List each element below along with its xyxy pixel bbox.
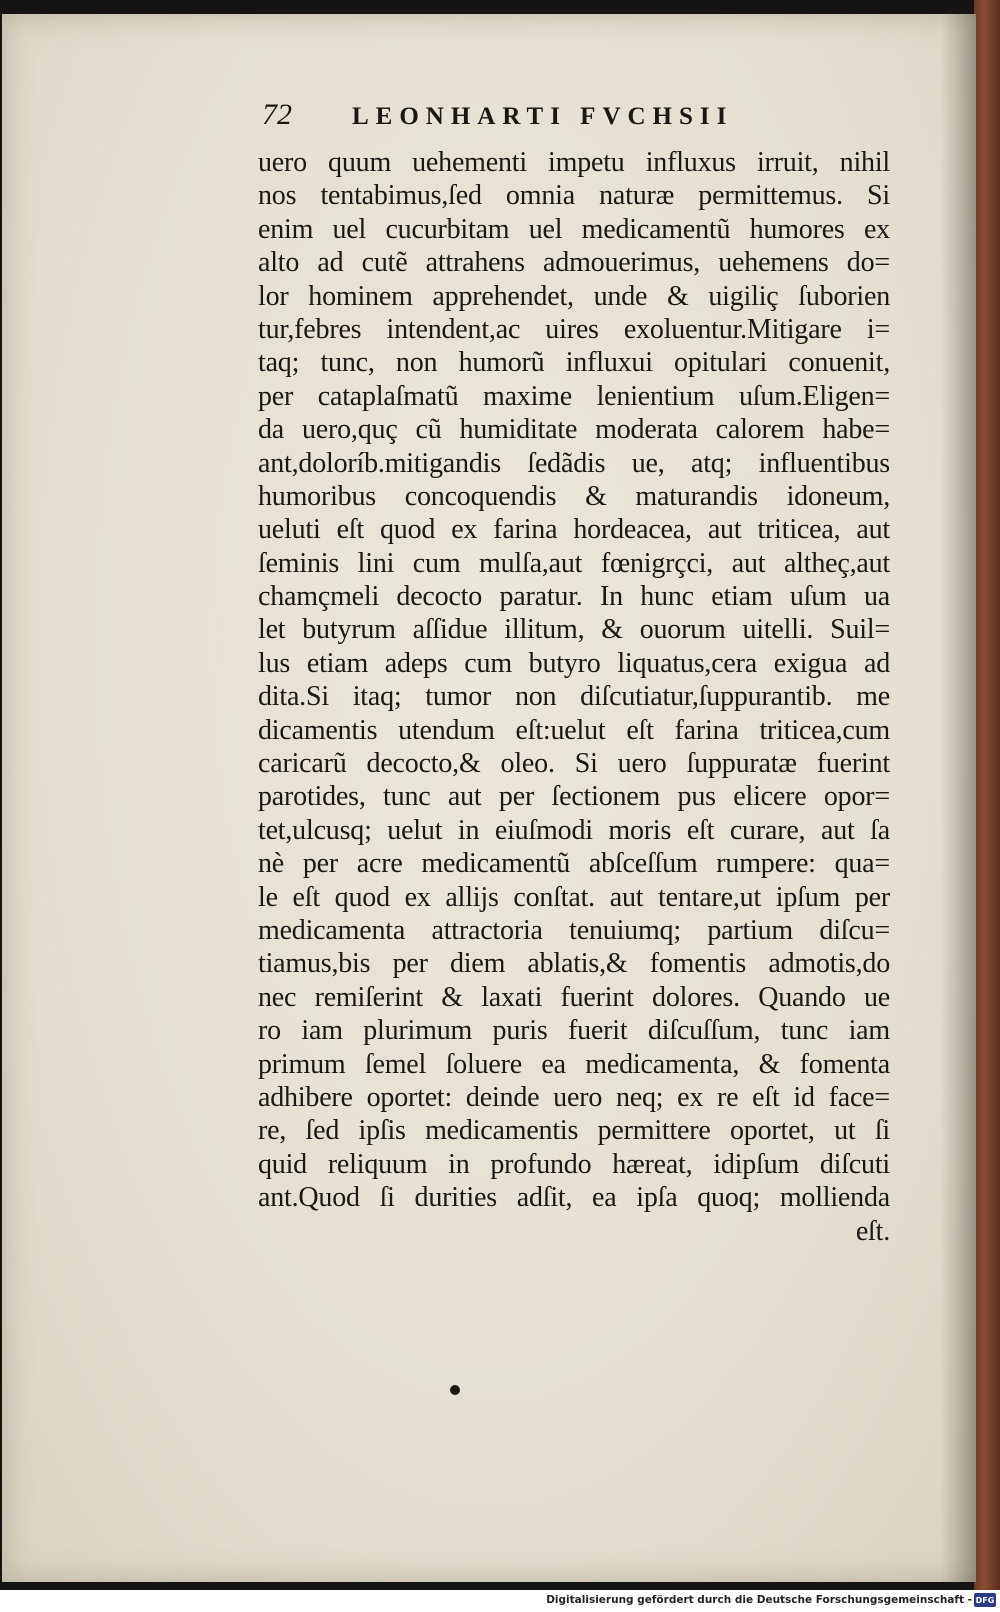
- running-head: [262, 98, 862, 138]
- text-line: quid reliquum in profundo hæreat, idipſum diſcuti: [258, 1148, 890, 1180]
- text-line: enim uel cucurbitam uel medicamentũ humores ex: [258, 213, 890, 245]
- running-title: LEONHARTI FVCHSII: [352, 103, 734, 130]
- text-line: caricarũ decocto,& oleo. Si uero ſuppuratæ fuerint: [258, 748, 890, 780]
- text-line: medicamenta attractoria tenuiumq; partium diſcu=: [258, 914, 890, 946]
- text-line: ueluti eſt quod ex farina hordeacea, aut triticea, aut: [258, 514, 890, 546]
- text-line: dicamentis utendum eſt:uelut eſt farina triticea,cum: [258, 714, 890, 746]
- text-line: parotides, tunc aut per ſectionem pus elicere opor=: [258, 781, 890, 813]
- gutter-shadow: [940, 14, 976, 1582]
- text-line: ſeminis lini cum mulſa,aut fœnigrçci, aut altheç,aut: [258, 547, 890, 579]
- text-line: uero quum uehementi impetu influxus irruit, nihil: [258, 147, 890, 178]
- text-line: re, ſed ipſis medicamentis permittere oportet, ut ſi: [258, 1115, 890, 1147]
- text-line: per cataplaſmatũ maxime lenientium uſum.Eligen=: [258, 380, 890, 412]
- footer-bar: [0, 1590, 1000, 1612]
- text-line: chamçmeli decocto paratur. In hunc etiam uſum ua: [258, 581, 890, 613]
- text-line: lor hominem apprehendet, unde & uigiliç ſuborien: [258, 280, 890, 312]
- ornament-dot: [450, 1385, 460, 1395]
- text-line: nec remiſerint & laxati fuerint dolores. Quando ue: [258, 981, 890, 1013]
- text-line: tur,febres intendent,ac uires exoluentur.Mitigare i=: [258, 313, 890, 345]
- page-number: 72: [262, 98, 292, 131]
- text-line: ro iam plurimum puris fuerit diſcuſſum, tunc iam: [258, 1015, 890, 1047]
- text-line: humoribus concoquendis & maturandis idoneum,: [258, 480, 890, 512]
- book-edge: [974, 0, 1000, 1590]
- text-line: ant,doloríb.mitigandis ſedãdis ue, atq; influentibus: [258, 447, 890, 479]
- text-line: le eſt quod ex allijs conſtat. aut tentare,ut ipſum per: [258, 881, 890, 913]
- text-line: ant.Quod ſi durities adſit, ea ipſa quoq; mollienda: [258, 1182, 890, 1214]
- body-text: [258, 146, 890, 1248]
- dfg-logo: DFG: [974, 1593, 996, 1607]
- text-line: lus etiam adeps cum butyro liquatus,cera exigua ad: [258, 647, 890, 679]
- text-line: nè per acre medicamentũ abſceſſum rumpere: qua=: [258, 848, 890, 880]
- text-line: da uero,quç cũ humiditate moderata calorem habe=: [258, 414, 890, 446]
- text-line: tet,ulcusq; uelut in eiuſmodi moris eſt curare, aut ſa: [258, 814, 890, 846]
- text-line: alto ad cutẽ attrahens admouerimus, uehemens do=: [258, 247, 890, 279]
- text-line: adhibere oportet: deinde uero neq; ex re eſt id face=: [258, 1081, 890, 1113]
- text-line: tiamus,bis per diem ablatis,& fomentis admotis,do: [258, 948, 890, 980]
- text-line: primum ſemel ſoluere ea medicamenta, & fomenta: [258, 1048, 890, 1080]
- text-line: dita.Si itaq; tumor non diſcutiatur,ſuppurantib. me: [258, 681, 890, 713]
- text-line: nos tentabimus,ſed omnia naturæ permittemus. Si: [258, 180, 890, 212]
- text-line: let butyrum aſſidue illitum, & ouorum uitelli. Suil=: [258, 614, 890, 646]
- text-line: taq; tunc, non humorũ influxui opitulari conuenit,: [258, 347, 890, 379]
- catchword: eſt.: [855, 1215, 890, 1247]
- footer-credit: Digitalisierung gefördert durch die Deutsche Forschungsgemeinschaft -: [546, 1594, 972, 1606]
